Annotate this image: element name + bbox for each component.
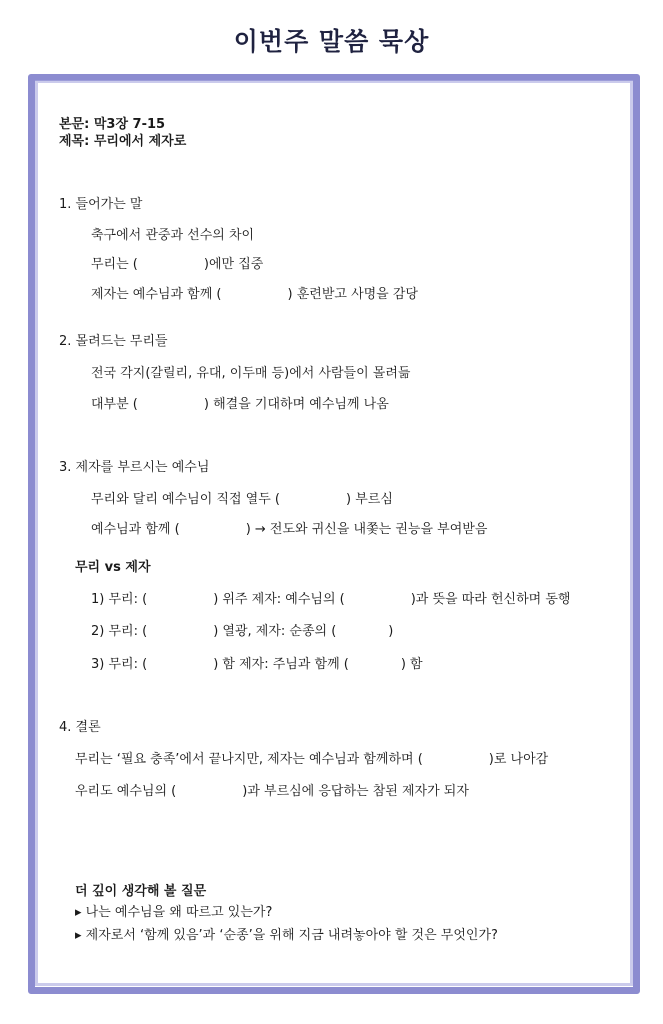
question-item: ▸ 나는 예수님을 왜 따르고 있는가? [75, 905, 273, 920]
section1-line2 [91, 257, 263, 273]
text-segment: 제자는 예수님과 함께 ( [91, 287, 222, 302]
passage-reference: 본문: 막3장 7-15 [59, 117, 166, 132]
text-segment: 1) 무리: ( [91, 592, 148, 607]
text-segment: )에만 집중 [203, 257, 264, 272]
section2-line2 [91, 397, 389, 413]
text-segment: ) 함 제자: 주님과 함께 ( [213, 657, 349, 672]
section1-line3 [91, 287, 418, 303]
section4-line1 [75, 752, 548, 768]
text-segment: )로 나아감 [488, 752, 549, 767]
comparison-item-2 [91, 624, 393, 640]
comparison-item-1 [91, 592, 570, 608]
text-segment: ) 열광, 제자: 순종의 ( [213, 624, 337, 639]
text-segment: 무리는 ( [91, 257, 138, 272]
text-segment: 3) 무리: ( [91, 657, 148, 672]
text-segment: ) 부르심 [346, 492, 393, 507]
text-segment: ) [388, 624, 394, 639]
text-segment: 무리는 ‘필요 충족’에서 끝나지만, 제자는 예수님과 함께하며 ( [75, 752, 423, 767]
text-segment: 대부분 ( [91, 397, 138, 412]
section4-heading: 4. 결론 [59, 720, 101, 735]
text-segment: ) 해결을 기대하며 예수님께 나옴 [203, 397, 389, 412]
comparison-item-3 [91, 657, 423, 673]
text-segment: 우리도 예수님의 ( [75, 784, 177, 799]
question-item: ▸ 제자로서 ‘함께 있음’과 ‘순종’을 위해 지금 내려놓아야 할 것은 무엇인가? [75, 928, 498, 943]
text-segment: 2) 무리: ( [91, 624, 148, 639]
section2-heading: 2. 몰려드는 무리들 [59, 334, 168, 349]
text-segment: ) 훈련받고 사명을 감당 [287, 287, 418, 302]
text-segment: 예수님과 함께 ( [91, 522, 180, 537]
section4-line2 [75, 784, 469, 800]
text-segment: 무리와 달리 예수님이 직접 열두 ( [91, 492, 280, 507]
text-segment: ) → 전도와 귀신을 내쫓는 권능을 부여받음 [245, 522, 488, 537]
text-segment: ) 함 [400, 657, 423, 672]
text-segment: ) 위주 제자: 예수님의 ( [213, 592, 345, 607]
section3-heading: 3. 제자를 부르시는 예수님 [59, 460, 210, 475]
page-title: 이번주 말씀 묵상 [233, 27, 430, 56]
text-segment: )과 부르심에 응답하는 참된 제자가 되자 [242, 784, 469, 799]
section3-line2 [91, 522, 487, 538]
section3-line1 [91, 492, 393, 508]
comparison-heading: 무리 vs 제자 [75, 560, 151, 575]
section1-line1: 축구에서 관중과 선수의 차이 [91, 228, 255, 243]
text-segment: )과 뜻을 따라 헌신하며 동행 [410, 592, 571, 607]
sermon-subject: 제목: 무리에서 제자로 [59, 134, 187, 149]
questions-heading: 더 깊이 생각해 볼 질문 [75, 884, 207, 899]
section2-line1: 전국 각지(갈릴리, 유대, 이두매 등)에서 사람들이 몰려듦 [91, 366, 411, 381]
section1-heading: 1. 들어가는 말 [59, 197, 143, 212]
